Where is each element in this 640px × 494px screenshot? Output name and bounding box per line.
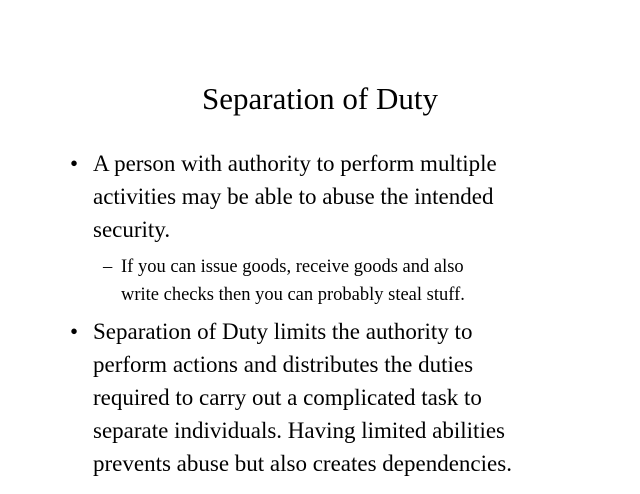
bullet-line: activities may be able to abuse the intended: [93, 184, 494, 209]
bullet-line: Separation of Duty limits the authority to: [93, 319, 473, 344]
bullet-line: separate individuals. Having limited abilities: [93, 418, 505, 443]
bullet-item-1: [70, 147, 593, 246]
bullet-line: required to carry out a complicated task to: [93, 385, 482, 410]
sub-bullet-line: write checks then you can probably steal stuff.: [121, 285, 465, 305]
bullet-line: security.: [93, 217, 171, 242]
bullet-line: prevents abuse but also creates dependencies.: [93, 451, 512, 476]
slide-title: Separation of Duty: [202, 81, 438, 116]
bullet-line: A person with authority to perform multiple: [93, 151, 497, 176]
sub-bullet-line: If you can issue goods, receive goods and also: [121, 257, 464, 277]
bullet-marker: •: [70, 319, 79, 344]
bullet-line: perform actions and distributes the duties: [93, 352, 474, 377]
sub-bullet-item-1: [103, 253, 611, 309]
bullet-marker: •: [70, 151, 79, 176]
sub-bullet-marker: –: [103, 257, 113, 277]
bullet-item-2: [70, 315, 593, 480]
